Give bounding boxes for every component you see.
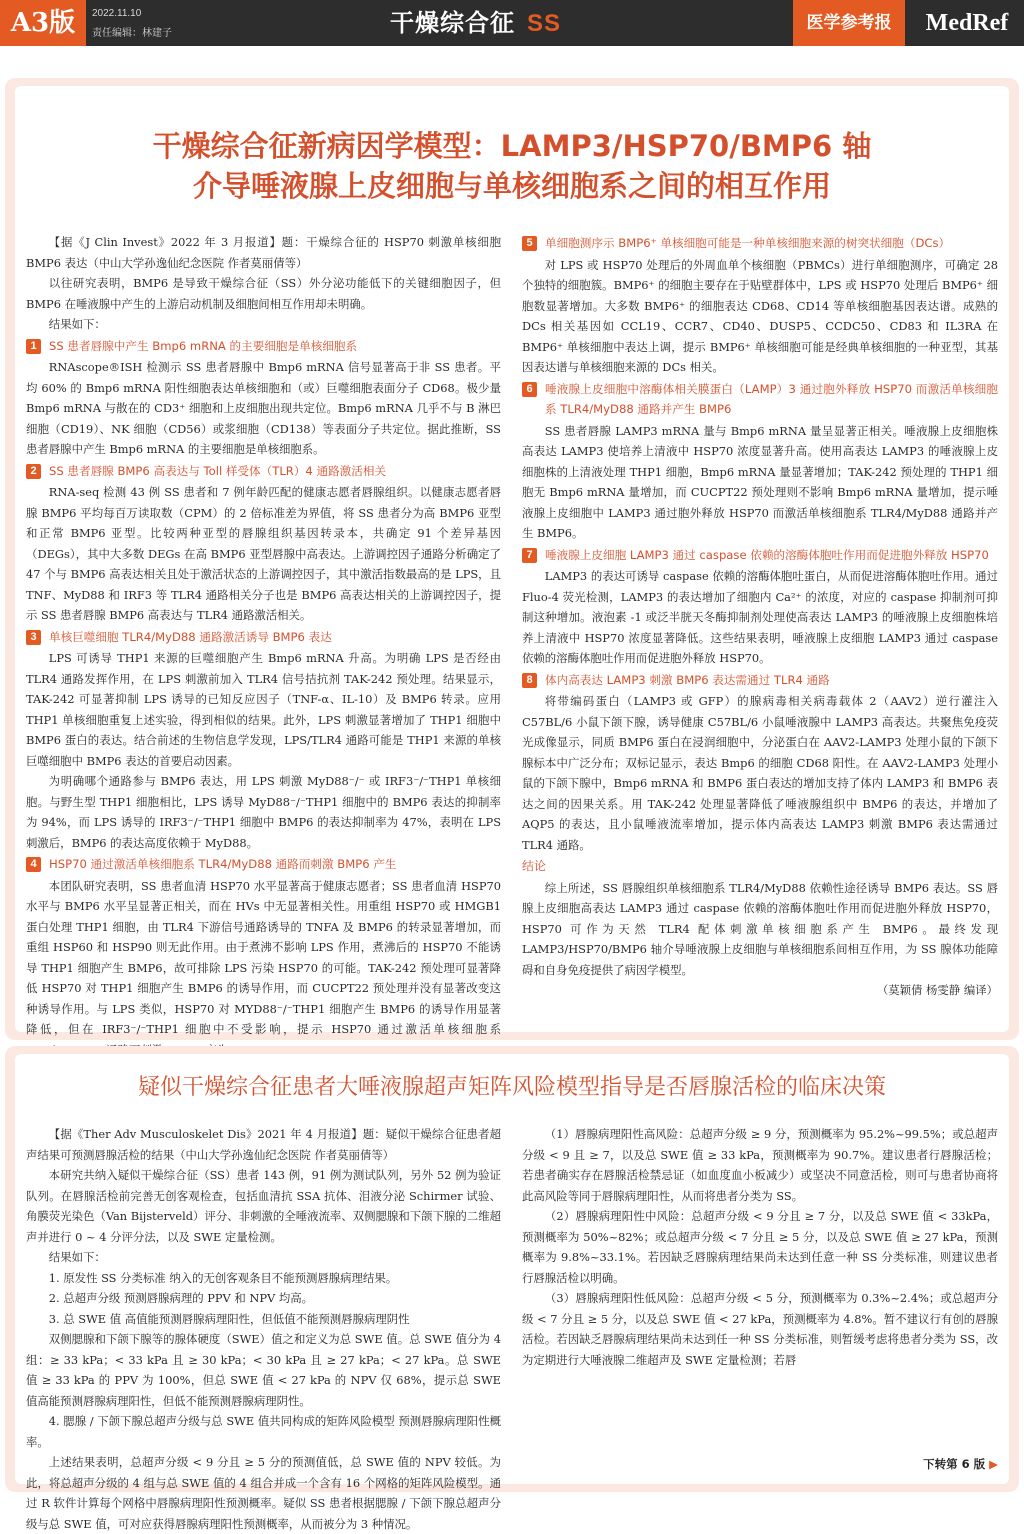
number-badge-icon: 4 bbox=[26, 857, 41, 872]
number-badge-icon: 6 bbox=[522, 382, 537, 397]
article2-paragraph: 本研究共纳入疑似干燥综合征（SS）患者 143 例，91 例为测试队列，另外 52 例为验证队列。在唇腺活检前完善无创客观检查，包括血清抗 SSA 抗体、泪液分泌 Schirmer 试验、角膜荧光染色（Van Bijsterveld）评分、非刺激的全唾液流率、双侧腮腺和下颌下腺的二维超声并进行 0 ~ 4 分评分法，以及 SWE 定量检测。 bbox=[26, 1168, 501, 1244]
article1-paragraph: RNAscope®ISH 检测示 SS 患者唇腺中 Bmp6 mRNA 信号显著高于非 SS 患者。平均 60% 的 Bmp6 mRNA 阳性细胞表达单核细胞和（或）巨噬细胞表面分子 CD68。极少量 Bmp6 mRNA 与散在的 CD3⁺ 细胞和上皮细胞出现共定位。Bmp6 mRNA 几乎不与 B 淋巴细胞（CD19）、NK 细胞（CD56）或浆细胞（CD138）等表面分子共定位。据此推断，SS 患者唇腺中产生 Bmp6 mRNA 的主要细胞是单核细胞系。 bbox=[26, 360, 501, 456]
article2-paragraph: 结果如下： bbox=[48, 1250, 106, 1264]
article1-paragraph: RNA-seq 检测 43 例 SS 患者和 7 例年龄匹配的健康志愿者唇腺组织。以健康志愿者唇腺 BMP6 平均每百万读取数（CPM）的 2 倍标准差为界值，将 SS 患者分为高 BMP6 亚型和正常 BMP6 亚型。比较两种亚型的唇腺组织基因转录本，共确定 91 个差异基因（DEGs），其中大多数 DEGs 在高 BMP6 亚型唇腺中高表达。上游调控因子通路分析确定了 47 个与 BMP6 高表达相关且处于激活状态的上游调控因子，其中激活指数最高的是 LPS，且 TNF、MyD88 和 IRF3 等 TLR4 通路相关分子也是 BMP6 高表达相关的上游调控因子，提示 SS 患者唇腺 BMP6 高表达与 TLR4 通路激活相关。 bbox=[26, 485, 501, 622]
section-title-suffix: SS bbox=[527, 10, 562, 37]
number-badge-icon: 8 bbox=[522, 673, 537, 688]
article2-paragraph: 上述结果表明，总超声分级 < 9 分且 ≥ 5 分的预测值低，总 SWE 值的 NPV 较低。为此，将总超声分级的 4 组与总 SWE 值的 4 组合并成一个含有 16 个网格的矩阵风险模型。通过 R 软件计算每个网格中唇腺病理阳性预测概率。疑似 SS 患者根据腮腺 / 下颌下腺总超声分级与总 SWE 值，可对应获得唇腺病理阳性预测概率，从而被分为 3 种情况。 bbox=[26, 1455, 501, 1531]
article2-right-column bbox=[522, 1124, 998, 1484]
article1-left-column bbox=[26, 232, 501, 1036]
issue-date: 2022.11.10 bbox=[92, 8, 142, 19]
article1-paragraph: LPS 可诱导 THP1 来源的巨噬细胞产生 Bmp6 mRNA 升高。为明确 LPS 是否经由 TLR4 通路发挥作用，在 LPS 刺激前加入 TLR4 信号拮抗剂 TAK-242 预处理。结果显示，TAK-242 可显著抑制 LPS 诱导的已知反应因子（TNF-α、IL-10）及 BMP6 转录。应用 THP1 单核细胞重复上述实验，得到相似的结果。此外，LPS 刺激显著增加了 THP1 细胞中 BMP6 蛋白的表达。结合前述的生物信息学发现，LPS/TLR4 通路可能是 THP1 来源的单核巨噬细胞中 BMP6 表达的首要启动因素。 bbox=[26, 651, 501, 768]
article1-conclusion: 综上所述，SS 唇腺组织单核细胞系 TLR4/MyD88 依赖性途径诱导 BMP6 表达。SS 唇腺上皮细胞高表达 LAMP3 通过 caspase 依赖的溶酶体胞吐作用而促进胞外释放 HSP70，HSP70 可作为天然 TLR4 配体刺激单核细胞系产生 BMP6。最终发现 LAMP3/HSP70/BMP6 轴介导唾液腺上皮细胞与单核细胞系间相互作用，为 SS 腺体功能障碍和自身免疫提供了病因学模型。 bbox=[522, 880, 998, 977]
article1-title-line2: 介导唾液腺上皮细胞与单核细胞系之间的相互作用 bbox=[192, 169, 831, 203]
paper-name-logo: 医学参考报 bbox=[793, 0, 905, 46]
article2-risk-medium: （2）唇腺病理阳性中风险：总超声分级 < 9 分且 ≥ 7 分，以及总 SWE 值 < 33kPa，预测概率为 50%~82%；或总超声分级 < 7 分且 ≥ 5 分，以及总 SWE 值 ≥ 27 kPa，预测概率为 9.8%~33.1%。若因缺乏唇腺病理结果尚未达到任意一种 SS 分类标准，则建议患者行唇腺活检以明确。 bbox=[522, 1209, 998, 1285]
article2-risk-high: （1）唇腺病理阳性高风险：总超声分级 ≥ 9 分，预测概率为 95.2%~99.5%；或总超声分级 < 9 且 ≥ 7，以及总 SWE 值 ≥ 33 kPa，预测概率为 90.7%。建议患者行唇腺活检；若患者确实存在唇腺活检禁忌证（如血度血小板减少）或坚决不同意活检，则可与患者协商将此高风险等同于唇腺病理阳性，从而将患者分类为 SS。 bbox=[522, 1127, 998, 1203]
article1-paragraph: LAMP3 的表达可诱导 caspase 依赖的溶酶体胞吐蛋白，从而促进溶酶体胞吐作用。通过 Fluo-4 荧光检测，LAMP3 的表达增加了细胞内 Ca²⁺ 的浓度，对应的 caspase 抑制剂可抑制这种增加。液泡素 -1 或泛半胱天冬酶抑制剂处理使高表达 LAMP3 的唾液腺上皮细胞株培养上清液中 HSP70 浓度显著降低。这些结果表明，唾液腺上皮细胞 LAMP3 通过 caspase 依赖的溶酶体胞吐作用而促进胞外释放 HSP70。 bbox=[522, 569, 998, 665]
article2-intro: 【据《Ther Adv Musculoskelet Dis》2021 年 4 月报道】题：疑似干燥综合征患者超声结果可预测唇腺活检的结果（中山大学孙逸仙纪念医院 作者莫丽倩等） bbox=[26, 1127, 501, 1162]
subheading-6: 6 唾液腺上皮细胞中溶酶体相关膜蛋白（LAMP）3 通过胞外释放 HSP70 而激活单核细胞系 TLR4/MyD88 通路并产生 BMP6 bbox=[522, 379, 998, 420]
subheading-7: 7 唾液腺上皮细胞 LAMP3 通过 caspase 依赖的溶酶体胞吐作用而促进胞外释放 HSP70 bbox=[522, 545, 998, 566]
page-header bbox=[0, 0, 1024, 46]
number-badge-icon: 2 bbox=[26, 464, 41, 479]
article2-result-4: 4. 腮腺 / 下颌下腺总超声分级与总 SWE 值共同构成的矩阵风险模型 预测唇腺病理阳性概率。 bbox=[26, 1414, 501, 1449]
article1-intro: 【据《J Clin Invest》2022 年 3 月报道】题：干燥综合征的 HSP70 刺激单核细胞 BMP6 表达（中山大学孙逸仙纪念医院 作者莫丽倩等） bbox=[26, 235, 501, 270]
subheading-3: 3 单核巨噬细胞 TLR4/MyD88 通路激活诱导 BMP6 表达 bbox=[26, 627, 501, 648]
continued-page-link[interactable] bbox=[800, 1456, 998, 1472]
article2-result-3: 3. 总 SWE 值 高值能预测唇腺病理阳性，但低值不能预测唇腺病理阴性 bbox=[48, 1311, 410, 1326]
responsible-editor: 责任编辑：林建子 bbox=[92, 28, 172, 39]
article1-paragraph: SS 患者唇腺 LAMP3 mRNA 量与 Bmp6 mRNA 量呈显著正相关。唾液腺上皮细胞株高表达 LAMP3 使培养上清液中 HSP70 浓度显著升高。使用高表达 LAMP3 的唾液腺上皮细胞株的上清液处理 THP1 细胞，Bmp6 mRNA 量显著增加；TAK-242 预处理的 THP1 细胞无 Bmp6 mRNA 量增加，而 CUCPT22 预处理则不影响 Bmp6 mRNA 量增加，提示唾液腺上皮细胞中 LAMP3 通过胞外释放 HSP70 而激活单核细胞系 TLR4/MyD88 通路并产生 BMP6。 bbox=[522, 423, 998, 540]
article1-right-column bbox=[522, 232, 998, 1032]
article2-risk-low: （3）唇腺病理阳性低风险：总超声分级 < 5 分，预测概率为 0.3%~2.4%；或总超声分级 < 7 分且 ≥ 5 分，以及总 SWE 值 < 27 kPa，预测概率为 4.8%。暂不建议行有创的唇腺活检。若因缺乏唇腺病理结果尚未达到任一种 SS 分类标准，则暂缓考虑将患者分类为 SS，改为定期进行大唾液腺二维超声及 SWE 定量检测；若唇 bbox=[522, 1291, 998, 1367]
article2-paragraph: 双侧腮腺和下颌下腺等的腺体硬度（SWE）值之和定义为总 SWE 值。总 SWE 值分为 4 组：≥ 33 kPa；< 33 kPa 且 ≥ 30 kPa；< 30 kPa 且 ≥ 27 kPa；< 27 kPa。总 SWE 值 ≥ 33 kPa 的 PPV 为 100%，但总 SWE 值 < 27 kPa 的 NPV 仅 68%，提示总 SWE 值高能预测唇腺病理阳性，但低不能预测唇腺病理阴性。 bbox=[26, 1332, 501, 1408]
subheading-4: 4 HSP70 通过激活单核细胞系 TLR4/MyD88 通路而刺激 BMP6 产生 bbox=[26, 854, 501, 875]
number-badge-icon: 3 bbox=[26, 630, 41, 645]
conclusion-heading: 结论 bbox=[522, 859, 547, 873]
number-badge-icon: 5 bbox=[522, 236, 537, 251]
number-badge-icon: 7 bbox=[522, 548, 537, 563]
article1-title-line1: 干燥综合征新病因学模型：LAMP3/HSP70/BMP6 轴 bbox=[152, 129, 872, 163]
subheading-5: 5 单细胞测序示 BMP6⁺ 单核细胞可能是一种单核细胞来源的树突状细胞（DCs） bbox=[522, 233, 998, 254]
article2-result-1: 1. 原发性 SS 分类标准 纳入的无创客观条目不能预测唇腺病理结果。 bbox=[48, 1270, 398, 1285]
medref-logo: MedRef bbox=[925, 10, 1009, 36]
article1-translators: （莫颖倩 杨雯静 编译） bbox=[876, 983, 998, 997]
section-title-text: 干燥综合征 bbox=[390, 9, 515, 37]
number-badge-icon: 1 bbox=[26, 339, 41, 354]
article2-left-column bbox=[26, 1124, 501, 1531]
triangle-right-icon: ▶ bbox=[989, 1457, 998, 1471]
article1-paragraph: 本团队研究表明，SS 患者血清 HSP70 水平显著高于健康志愿者；SS 患者血清 HSP70 水平与 BMP6 水平呈显著正相关，而在 HVs 中无显著相关性。用重组 HSP70 或 HMGB1 蛋白处理 THP1 细胞，由 TLR4 下游信号通路诱导的 TNFA 及 BMP6 的转录显著增加，而重组 HSP60 和 HSP90 则无此作用。由于煮沸不影响 LPS 作用，煮沸后的 HSP70 不能诱导 THP1 细胞产生 BMP6，故可排除 LPS 污染 HSP70 的可能。TAK-242 预处理可显著降低 HSP70 对 THP1 细胞产生 BMP6 的诱导作用，而 CUCPT22 预处理并没有显著改变这种诱导作用。与 LPS 类似，HSP70 对 MYD88⁻/⁻THP1 细胞产生 BMP6 的诱导作用显著降低，但在 IRF3⁻/⁻THP1 细胞中不受影响，提示 HSP70 通过激活单核细胞系 bbox=[26, 878, 501, 1036]
article1-paragraph: 对 LPS 或 HSP70 处理后的外周血单个核细胞（PBMCs）进行单细胞测序，可确定 28 个独特的细胞簇。BMP6⁺ 的细胞主要存在于贴壁群体中，LPS 或 HSP70 处理后 BMP6⁺ 细胞数显著增加。大多数 BMP6⁺ 的细胞表达 CD68、CD14 等单核细胞基因表达谱。成熟的 DCs 相关基因如 CCL19、CCR7、CD40、DUSP5、CCDC50、CD83 和 IL3RA 在 BMP6⁺ 单核细胞中表达上调，提示 BMP6⁺ 单核细胞可能是经典单核细胞的一种亚型，其基因表达谱与单核细胞来源的 DCs 相关。 bbox=[522, 257, 998, 374]
article1-paragraph: 以往研究表明，BMP6 是导致干燥综合征（SS）外分泌功能低下的关键细胞因子，但 BMP6 在唾液腺中产生的上游启动机制及细胞间相互作用却未明确。 bbox=[26, 276, 501, 311]
subheading-2: 2 SS 患者唇腺 BMP6 高表达与 Toll 样受体（TLR）4 通路激活相关 bbox=[26, 461, 501, 482]
article1-paragraph: 结果如下： bbox=[48, 317, 106, 331]
edition-badge: A3版 bbox=[0, 0, 86, 46]
article2-title: 疑似干燥综合征患者大唾液腺超声矩阵风险模型指导是否唇腺活检的临床决策 bbox=[137, 1075, 886, 1100]
subheading-1: 1 SS 患者唇腺中产生 Bmp6 mRNA 的主要细胞是单核细胞系 bbox=[26, 336, 501, 357]
section-title bbox=[390, 0, 561, 46]
article1-paragraph: 为明确哪个通路参与 BMP6 表达，用 LPS 刺激 MyD88⁻/⁻ 或 IRF3⁻/⁻THP1 单核细胞。与野生型 THP1 细胞相比，LPS 诱导 MyD88⁻/⁻THP1 细胞中的 BMP6 表达的抑制率为 94%，而 LPS 诱导的 IRF3⁻/⁻THP1 细胞中 BMP6 的表达抑制率为 47%，表明在 LPS 刺激后，BMP6 的表达高度依赖于 MyD88。 bbox=[26, 774, 501, 850]
article2-result-2: 2. 总超声分级 预测唇腺病理的 PPV 和 NPV 均高。 bbox=[48, 1291, 314, 1305]
continued-page-text: 下转第 6 版 bbox=[923, 1457, 986, 1471]
subheading-8: 8 体内高表达 LAMP3 刺激 BMP6 表达需通过 TLR4 通路 bbox=[522, 670, 998, 691]
article1-paragraph: 将带编码蛋白（LAMP3 或 GFP）的腺病毒相关病毒载体 2（AAV2）逆行灌注入 C57BL/6 小鼠下颌下腺，诱导健康 C57BL/6 小鼠唾液腺中 LAMP3 高表达。共聚焦免疫荧光成像显示，同质 BMP6 蛋白在浸润细胞中，分泌蛋白在 AAV2-LAMP3 处理小鼠的下颌下腺标本中广泛分布；双标记显示，表达 Bmp6 的细胞 CD68 阳性。在 AAV2-LAMP3 处理小鼠的下颌下腺中，Bmp6 mRNA 和 BMP6 蛋白表达的增加支持了体内 LAMP3 和 BMP6 表达之间的因果关系。用 TAK-242 处理显著降低了唾液腺组织中 BMP6 的表达，并增加了 AQP5 的表达，且小鼠唾液流率增加，提示体内高表达 LAMP3 刺激 BMP6 表达需通过 TLR4 通路。 bbox=[522, 694, 998, 852]
